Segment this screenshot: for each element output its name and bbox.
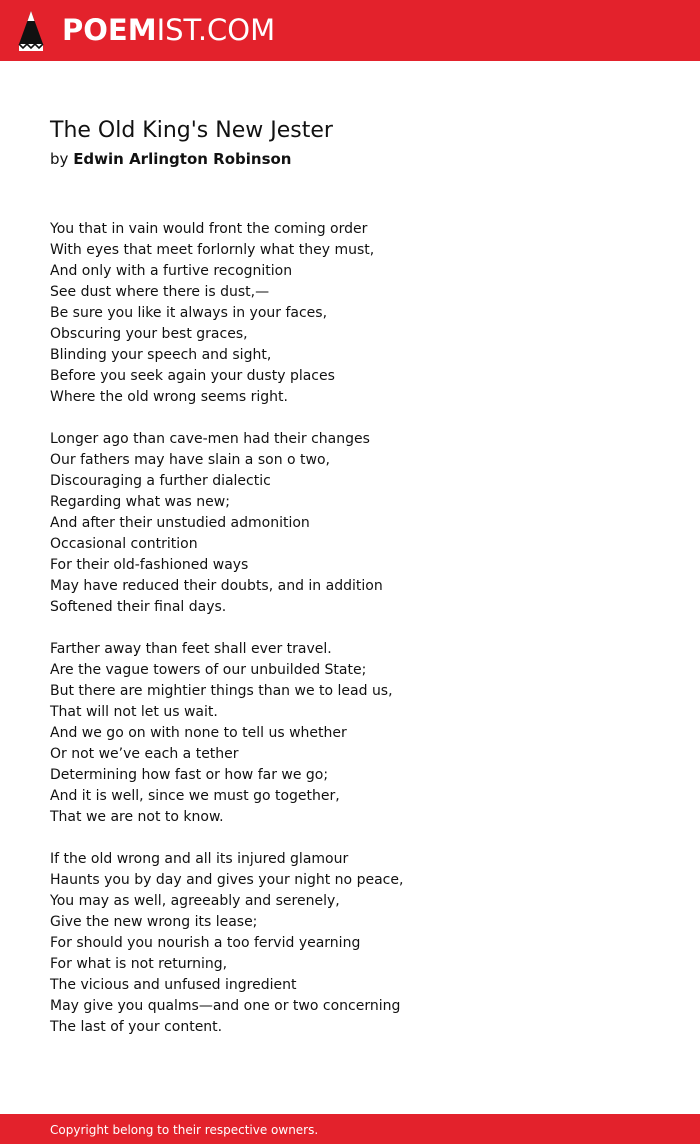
poem-line: For what is not returning,: [50, 956, 228, 972]
poem-line: If the old wrong and all its injured glamour: [50, 851, 349, 867]
poem-line: Be sure you like it always in your faces,: [50, 305, 328, 321]
poem-line: Longer ago than cave-men had their changes: [50, 431, 370, 447]
poem-line: Where the old wrong seems right.: [50, 389, 288, 405]
poem-line: And after their unstudied admonition: [50, 515, 310, 531]
poem-line: And we go on with none to tell us whether: [50, 725, 347, 741]
poem-line: Determining how fast or how far we go;: [50, 767, 329, 783]
poem-line: See dust where there is dust,—: [50, 284, 270, 300]
stanza: [50, 219, 650, 408]
poem-line: Occasional contrition: [50, 536, 198, 552]
poem-line: Softened their final days.: [50, 599, 227, 615]
poem-line: Haunts you by day and gives your night no peace,: [50, 872, 404, 888]
logo-light-part: IST.COM: [156, 13, 276, 47]
site-header: [0, 0, 700, 61]
poem-line: But there are mightier things than we to lead us,: [50, 683, 393, 699]
poem-line: And only with a furtive recognition: [50, 263, 293, 279]
poem-line: For their old-fashioned ways: [50, 557, 249, 573]
stanza: [50, 429, 650, 618]
poem-line: Obscuring your best graces,: [50, 326, 248, 342]
poem-body: [50, 219, 650, 1059]
site-logo-text[interactable]: [62, 12, 275, 48]
poem-line: Give the new wrong its lease;: [50, 914, 258, 930]
poem-line: Are the vague towers of our unbuilded State;: [50, 662, 367, 678]
poem-line: The vicious and unfused ingredient: [50, 977, 297, 993]
stanza: [50, 639, 650, 828]
poem-line: You may as well, agreeably and serenely,: [50, 893, 340, 909]
site-footer: [0, 1114, 700, 1144]
logo-bold-part: POEM: [62, 13, 157, 47]
poem-line: Regarding what was new;: [50, 494, 230, 510]
poem-line: You that in vain would front the coming order: [50, 221, 368, 237]
poem-line: For should you nourish a too fervid yearning: [50, 935, 361, 951]
poem-line: That will not let us wait.: [50, 704, 218, 720]
poem-line: Before you seek again your dusty places: [50, 368, 335, 384]
poem-line: Discouraging a further dialectic: [50, 473, 271, 489]
pencil-logo-icon[interactable]: [16, 10, 46, 52]
poem-line: With eyes that meet forlornly what they must,: [50, 242, 375, 258]
poem-line: That we are not to know.: [50, 809, 224, 825]
poem-line: May have reduced their doubts, and in addition: [50, 578, 383, 594]
poem-line: Farther away than feet shall ever travel.: [50, 641, 332, 657]
poem-line: May give you qualms—and one or two concerning: [50, 998, 401, 1014]
poem-line: The last of your content.: [50, 1019, 223, 1035]
poem-byline: [50, 148, 291, 170]
copyright-text: Copyright belong to their respective owners.: [50, 1123, 319, 1137]
author-name[interactable]: Edwin Arlington Robinson: [73, 150, 292, 168]
stanza: [50, 849, 650, 1038]
poem-line: Our fathers may have slain a son o two,: [50, 452, 330, 468]
by-label: by: [50, 150, 69, 168]
poem-line: Blinding your speech and sight,: [50, 347, 272, 363]
poem-line: And it is well, since we must go together,: [50, 788, 340, 804]
poem-line: Or not we’ve each a tether: [50, 746, 239, 762]
poem-title: The Old King's New Jester: [50, 118, 333, 143]
